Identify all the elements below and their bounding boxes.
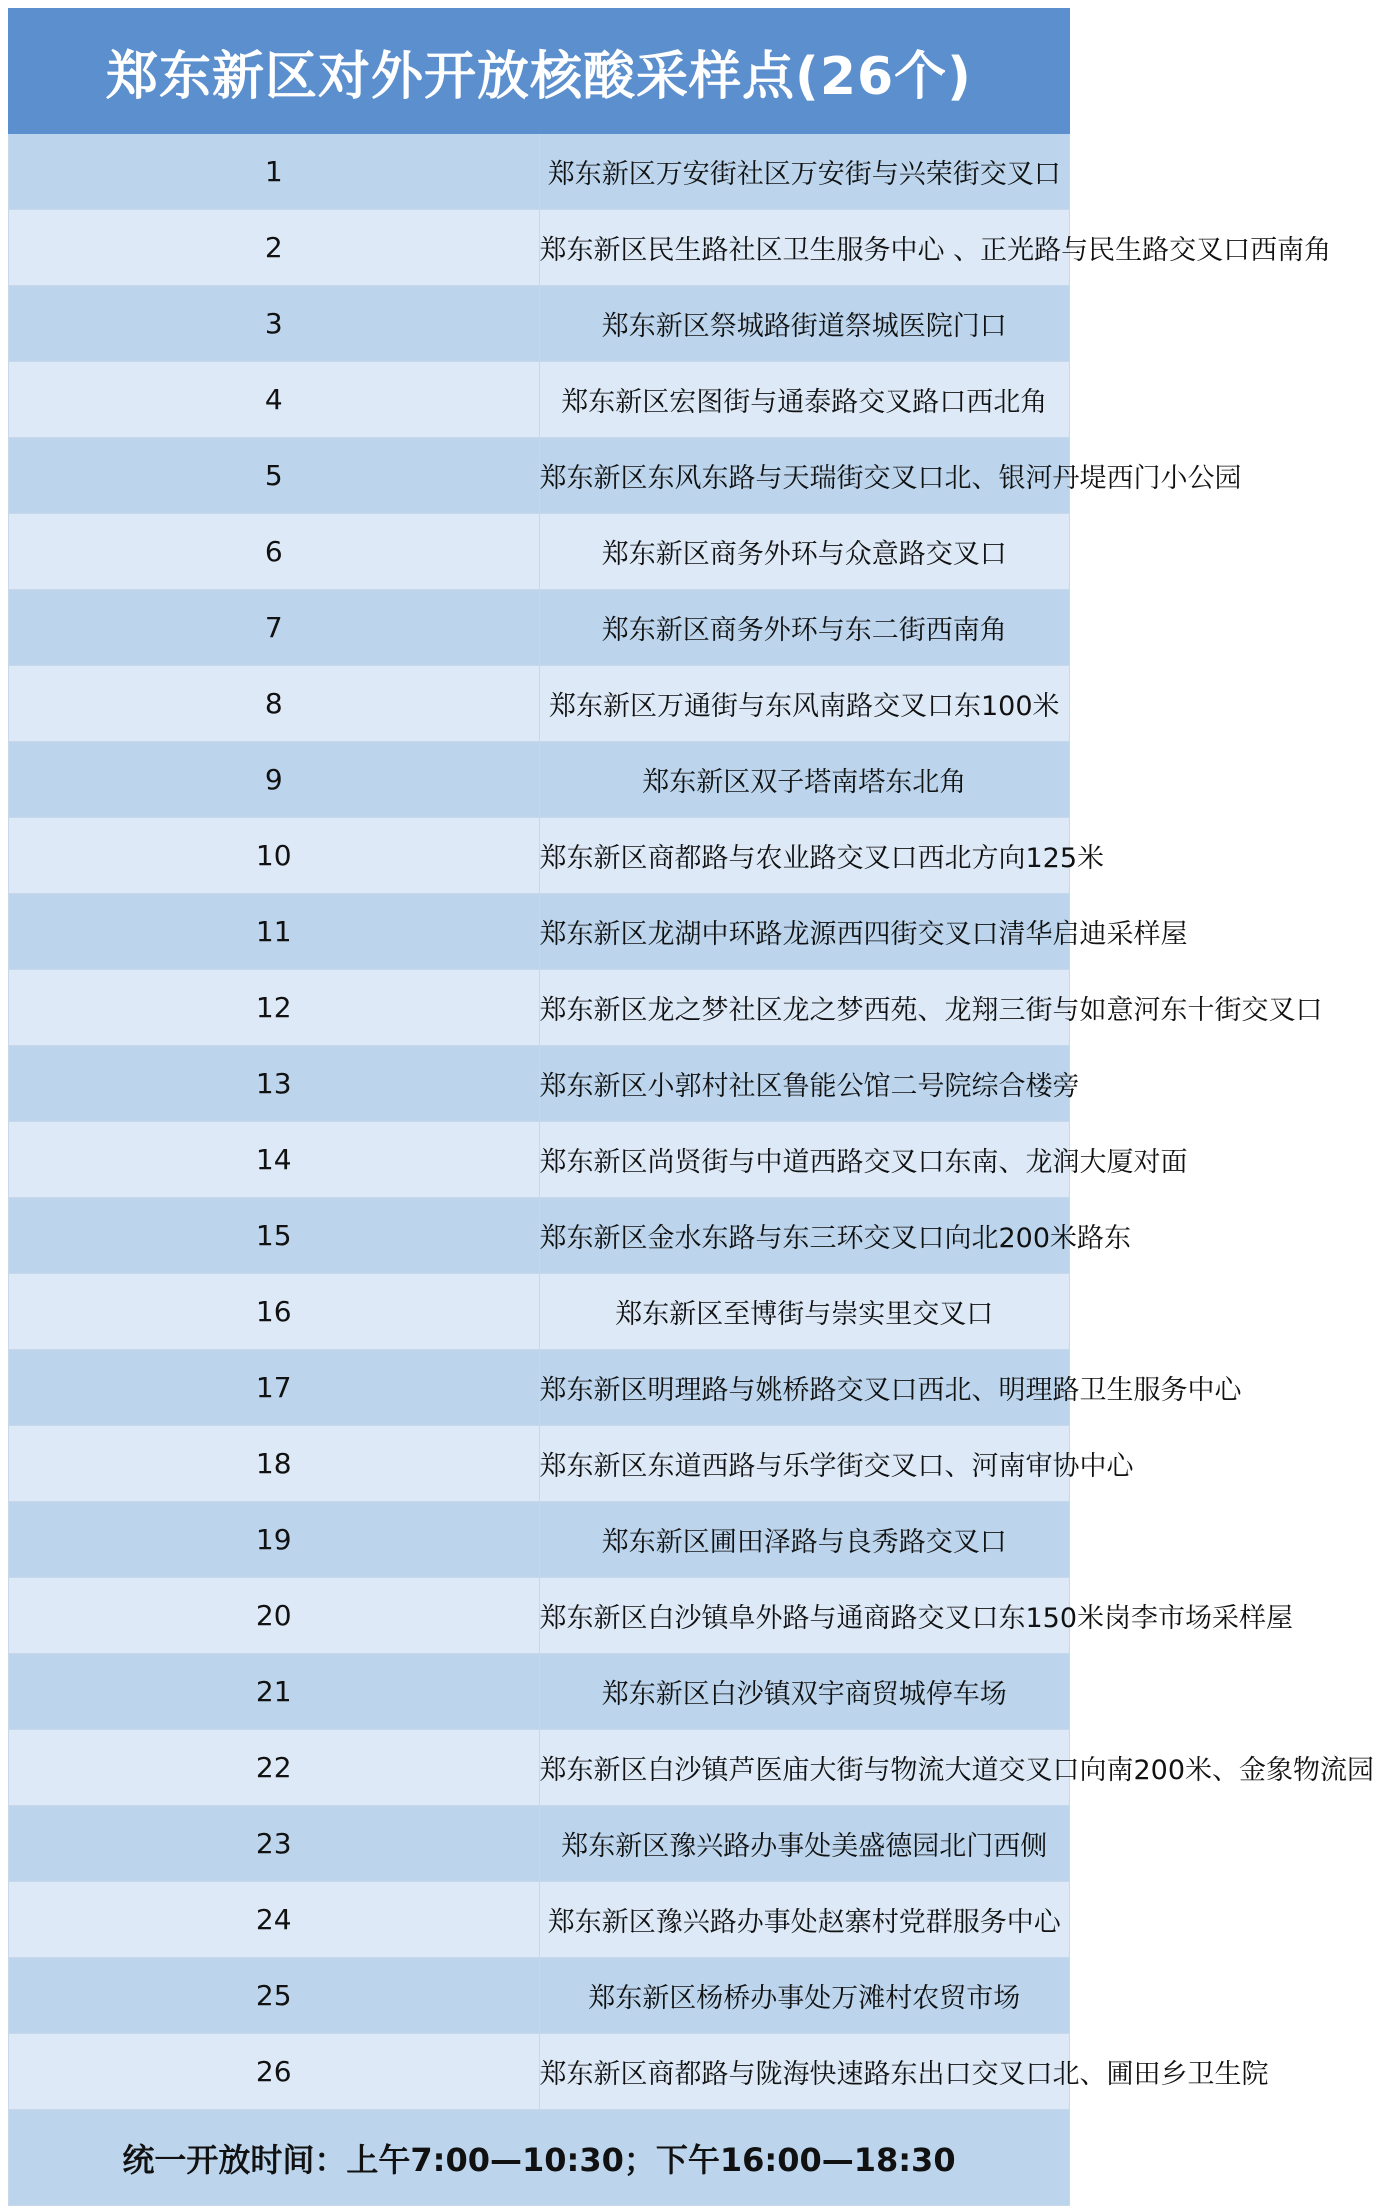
row-number: 20	[9, 1578, 540, 1654]
opening-hours: 统一开放时间：上午7:00—10:30；下午16:00—18:30	[9, 2110, 1070, 2206]
sampling-location: 郑东新区小郭村社区鲁能公馆二号院综合楼旁	[539, 1046, 1070, 1122]
row-number: 15	[9, 1198, 540, 1274]
row-number: 14	[9, 1122, 540, 1198]
row-number: 25	[9, 1958, 540, 2034]
sampling-location: 郑东新区白沙镇芦医庙大街与物流大道交叉口向南200米、金象物流园	[539, 1730, 1070, 1806]
table-row	[9, 1654, 1070, 1730]
sampling-location: 郑东新区白沙镇阜外路与通商路交叉口东150米岗李市场采样屋	[539, 1578, 1070, 1654]
sampling-location: 郑东新区宏图街与通泰路交叉路口西北角	[539, 362, 1070, 438]
sampling-location: 郑东新区豫兴路办事处赵寨村党群服务中心	[539, 1882, 1070, 1958]
row-number: 16	[9, 1274, 540, 1350]
title-row	[9, 9, 1070, 134]
sampling-location: 郑东新区至博街与崇实里交叉口	[539, 1274, 1070, 1350]
sampling-location: 郑东新区豫兴路办事处美盛德园北门西侧	[539, 1806, 1070, 1882]
table-row	[9, 134, 1070, 210]
table-title: 郑东新区对外开放核酸采样点(26个)	[9, 9, 1070, 134]
sampling-location: 郑东新区民生路社区卫生服务中心 、正光路与民生路交叉口西南角	[539, 210, 1070, 286]
row-number: 2	[9, 210, 540, 286]
sampling-points-table	[8, 8, 1374, 2206]
table-row	[9, 1274, 1070, 1350]
table-row	[9, 1350, 1070, 1426]
row-number: 11	[9, 894, 540, 970]
table-row	[9, 1958, 1070, 2034]
row-number: 10	[9, 818, 540, 894]
sampling-location: 郑东新区商都路与农业路交叉口西北方向125米	[539, 818, 1070, 894]
sampling-location: 郑东新区金水东路与东三环交叉口向北200米路东	[539, 1198, 1070, 1274]
row-number: 17	[9, 1350, 540, 1426]
table-row	[9, 1578, 1070, 1654]
sampling-location: 郑东新区万通街与东风南路交叉口东100米	[539, 666, 1070, 742]
row-number: 19	[9, 1502, 540, 1578]
sampling-location: 郑东新区商务外环与众意路交叉口	[539, 514, 1070, 590]
row-number: 6	[9, 514, 540, 590]
sampling-location: 郑东新区祭城路街道祭城医院门口	[539, 286, 1070, 362]
table-row	[9, 1806, 1070, 1882]
sampling-location: 郑东新区龙之梦社区龙之梦西苑、龙翔三街与如意河东十街交叉口	[539, 970, 1070, 1046]
sampling-location: 郑东新区杨桥办事处万滩村农贸市场	[539, 1958, 1070, 2034]
row-number: 5	[9, 438, 540, 514]
table-row	[9, 1882, 1070, 1958]
footer-row	[9, 2110, 1070, 2206]
table-row	[9, 1426, 1070, 1502]
sampling-location: 郑东新区商务外环与东二街西南角	[539, 590, 1070, 666]
sampling-location: 郑东新区东道西路与乐学街交叉口、河南审协中心	[539, 1426, 1070, 1502]
sampling-location: 郑东新区白沙镇双宇商贸城停车场	[539, 1654, 1070, 1730]
row-number: 26	[9, 2034, 540, 2110]
table-row	[9, 1730, 1070, 1806]
table-row	[9, 666, 1070, 742]
sampling-location: 郑东新区商都路与陇海快速路东出口交叉口北、圃田乡卫生院	[539, 2034, 1070, 2110]
row-number: 22	[9, 1730, 540, 1806]
table-row	[9, 1122, 1070, 1198]
row-number: 24	[9, 1882, 540, 1958]
sampling-location: 郑东新区东风东路与天瑞街交叉口北、银河丹堤西门小公园	[539, 438, 1070, 514]
sampling-location: 郑东新区圃田泽路与良秀路交叉口	[539, 1502, 1070, 1578]
row-number: 3	[9, 286, 540, 362]
row-number: 1	[9, 134, 540, 210]
table-row	[9, 1502, 1070, 1578]
row-number: 23	[9, 1806, 540, 1882]
row-number: 8	[9, 666, 540, 742]
table-row	[9, 514, 1070, 590]
table-row	[9, 438, 1070, 514]
table-row	[9, 590, 1070, 666]
sampling-location: 郑东新区龙湖中环路龙源西四街交叉口清华启迪采样屋	[539, 894, 1070, 970]
table-row	[9, 2034, 1070, 2110]
row-number: 12	[9, 970, 540, 1046]
table-row	[9, 210, 1070, 286]
sampling-location: 郑东新区明理路与姚桥路交叉口西北、明理路卫生服务中心	[539, 1350, 1070, 1426]
sampling-location: 郑东新区万安街社区万安街与兴荣街交叉口	[539, 134, 1070, 210]
table-row	[9, 818, 1070, 894]
sampling-location: 郑东新区双子塔南塔东北角	[539, 742, 1070, 818]
row-number: 4	[9, 362, 540, 438]
table-row	[9, 1198, 1070, 1274]
row-number: 21	[9, 1654, 540, 1730]
sampling-location: 郑东新区尚贤街与中道西路交叉口东南、龙润大厦对面	[539, 1122, 1070, 1198]
table-row	[9, 1046, 1070, 1122]
row-number: 18	[9, 1426, 540, 1502]
table-row	[9, 362, 1070, 438]
table-row	[9, 286, 1070, 362]
row-number: 13	[9, 1046, 540, 1122]
table-row	[9, 970, 1070, 1046]
table-row	[9, 742, 1070, 818]
row-number: 7	[9, 590, 540, 666]
row-number: 9	[9, 742, 540, 818]
table-row	[9, 894, 1070, 970]
